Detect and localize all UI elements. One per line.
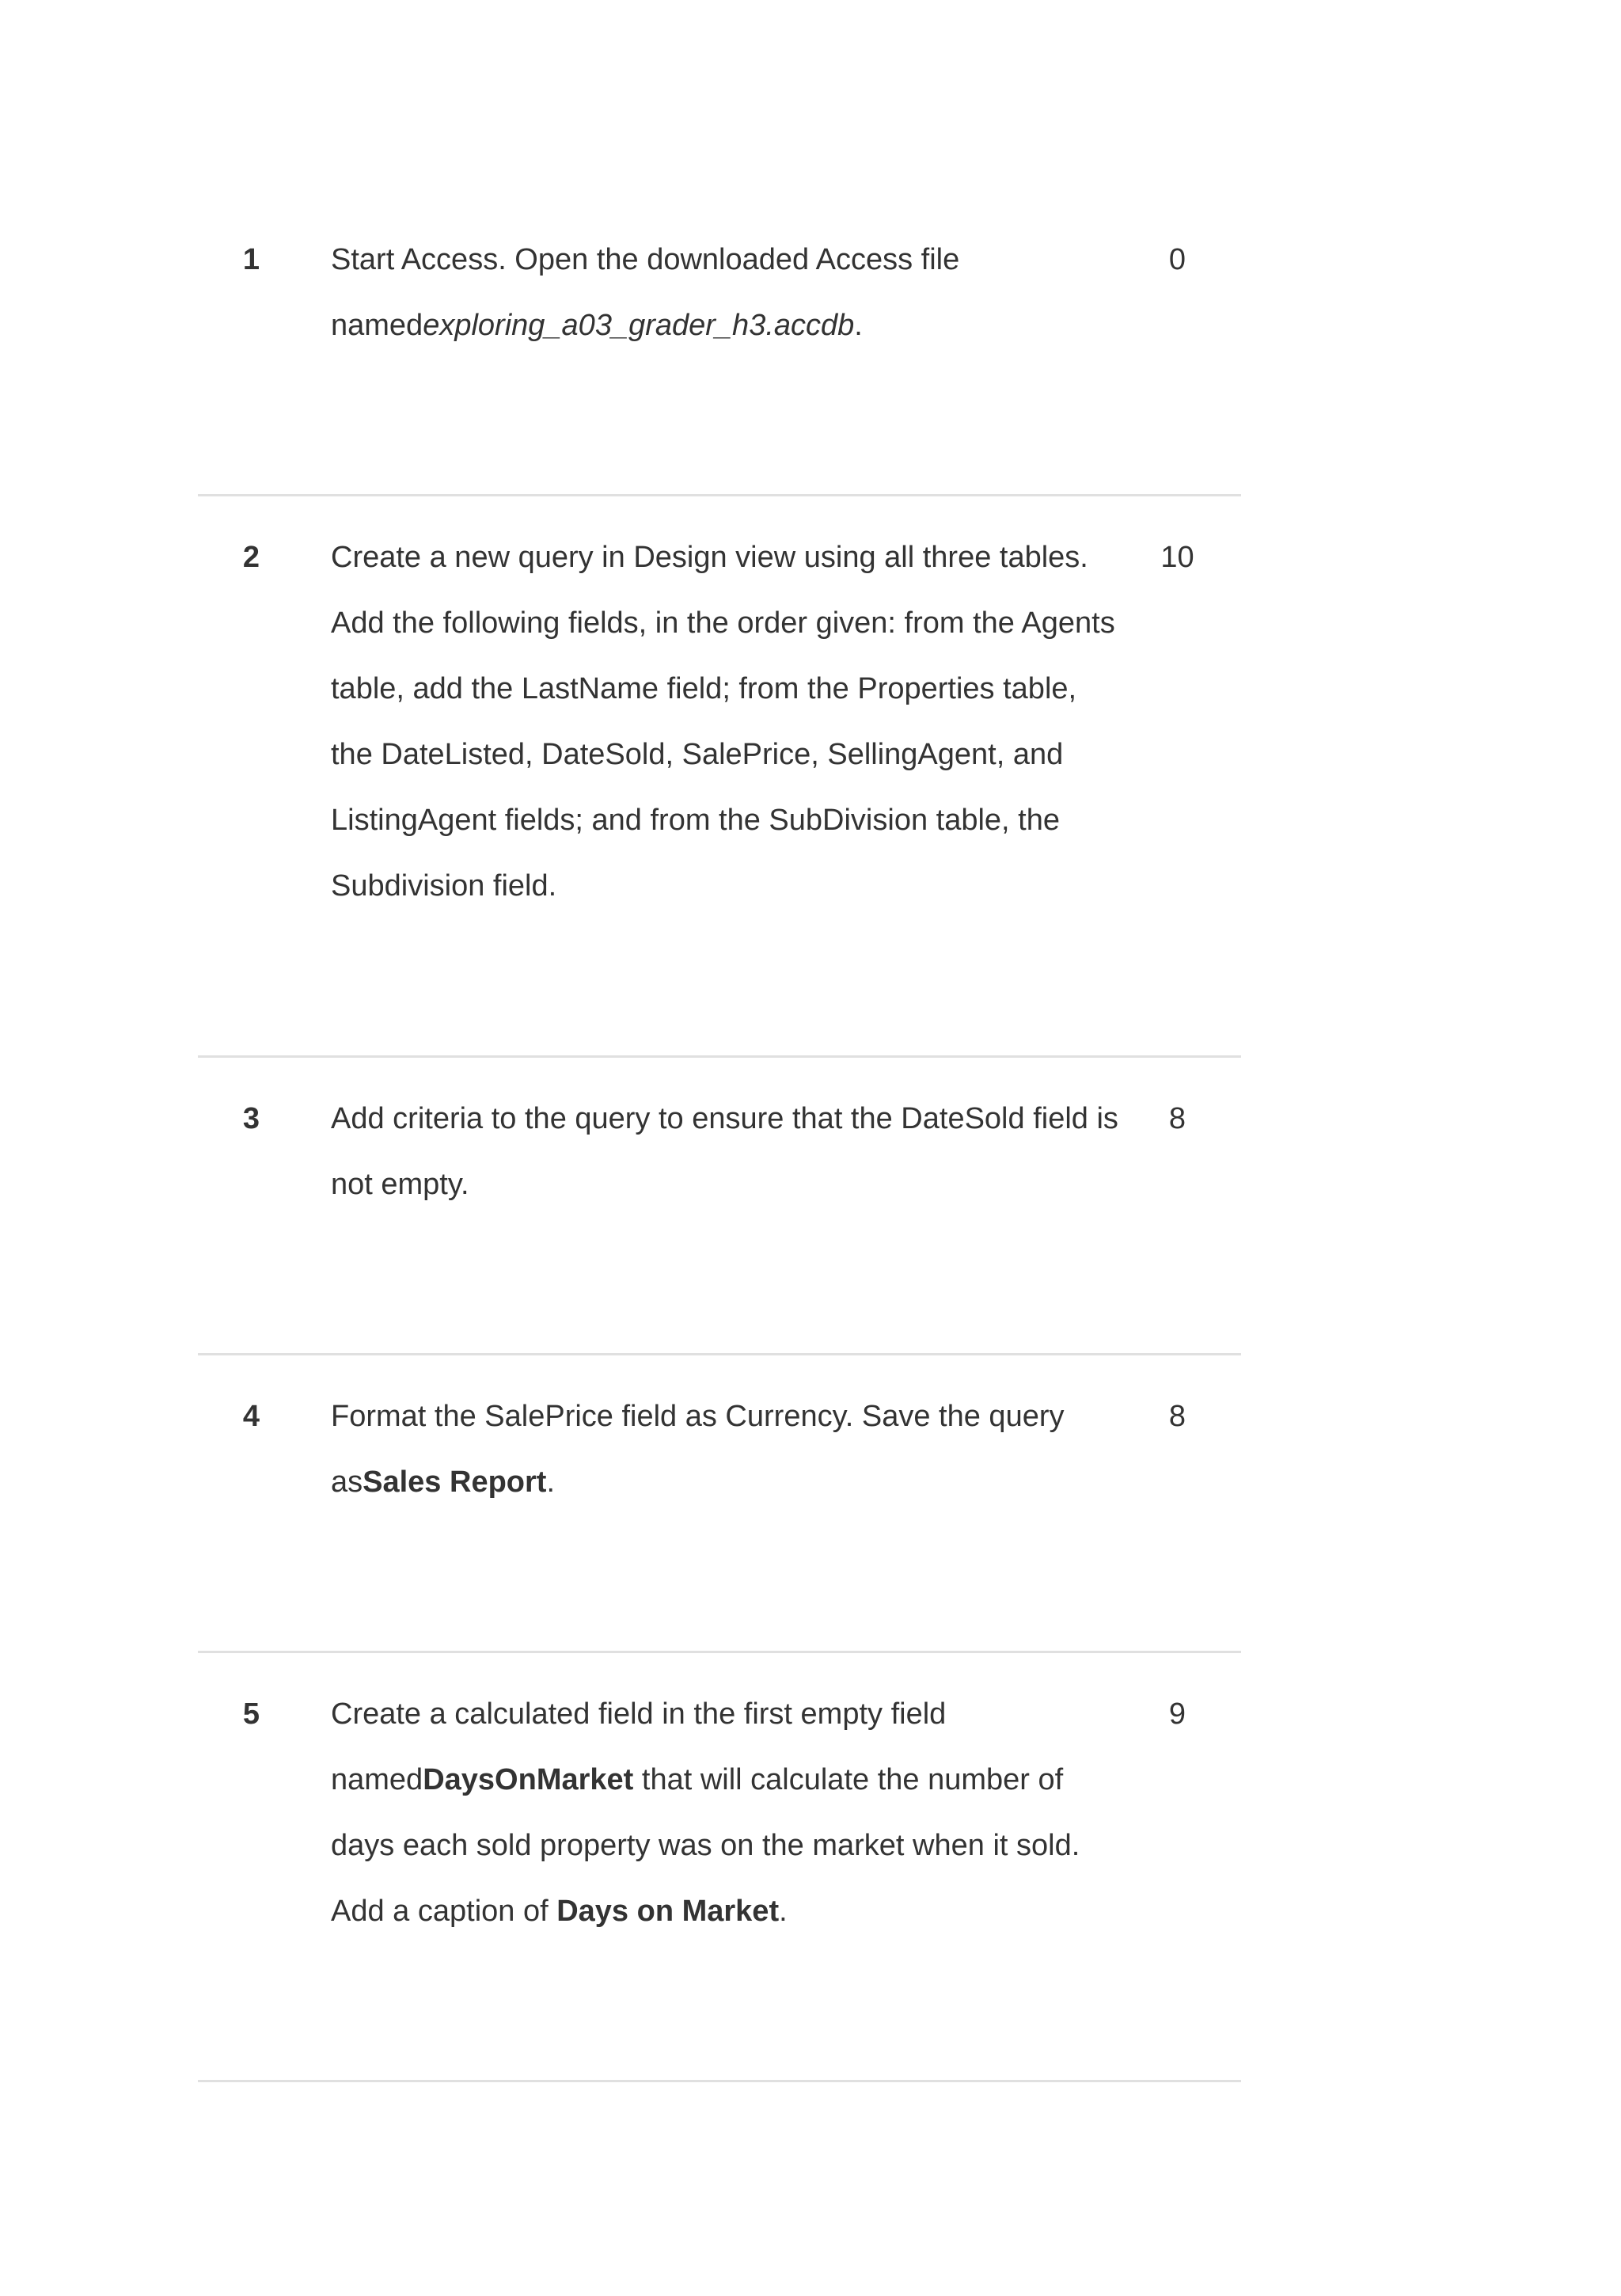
caption-name: Days on Market — [556, 1895, 780, 1928]
step-text-part: Format the SalePrice field as Currency. Save the query as — [331, 1400, 1065, 1499]
row-divider — [198, 494, 1241, 496]
row-divider — [198, 1353, 1241, 1355]
step-text-part: Start Access. Open the downloaded Access file named — [331, 243, 960, 342]
step-text-part: Create a calculated field in the first empty field named — [331, 1697, 947, 1796]
step-text-part: that will calculate the number of days each sold property was on the market when it sold. Add a caption of — [331, 1763, 1080, 1928]
step-points: 8 — [1168, 1400, 1186, 1433]
step-number: 1 — [242, 243, 260, 276]
field-name: DaysOnMarket — [423, 1763, 634, 1796]
file-name: exploring_a03_grader_h3.accdb — [423, 309, 855, 342]
step-text-part: . — [854, 309, 863, 342]
row-divider — [198, 2080, 1241, 2082]
row-divider — [198, 1055, 1241, 1058]
step-instruction — [331, 227, 1122, 359]
step-text-part: Create a new query in Design view using all three tables. Add the following fields, in the order given: from the Agents table, add the LastName field; from the Properties table, the DateListed, DateSold, SalePrice, SellingAgent, and ListingAgent fields; and from the SubDivision table, the Subdivision field. — [331, 541, 1115, 903]
step-points: 9 — [1168, 1697, 1186, 1731]
step-instruction — [331, 1086, 1122, 1218]
step-points: 0 — [1168, 243, 1186, 276]
step-points: 10 — [1160, 541, 1194, 574]
step-number: 2 — [242, 541, 260, 574]
query-name: Sales Report — [363, 1465, 547, 1499]
step-text-part: . — [779, 1895, 788, 1928]
step-instruction — [331, 1682, 1122, 1944]
step-number: 5 — [242, 1697, 260, 1731]
step-points: 8 — [1168, 1102, 1186, 1135]
step-number: 3 — [242, 1102, 260, 1135]
row-divider — [198, 1651, 1241, 1653]
step-instruction — [331, 1384, 1122, 1515]
step-text-part: Add criteria to the query to ensure that the DateSold field is not empty. — [331, 1102, 1118, 1201]
step-number: 4 — [242, 1400, 260, 1433]
step-instruction — [331, 525, 1122, 919]
step-text-part: . — [546, 1465, 556, 1499]
